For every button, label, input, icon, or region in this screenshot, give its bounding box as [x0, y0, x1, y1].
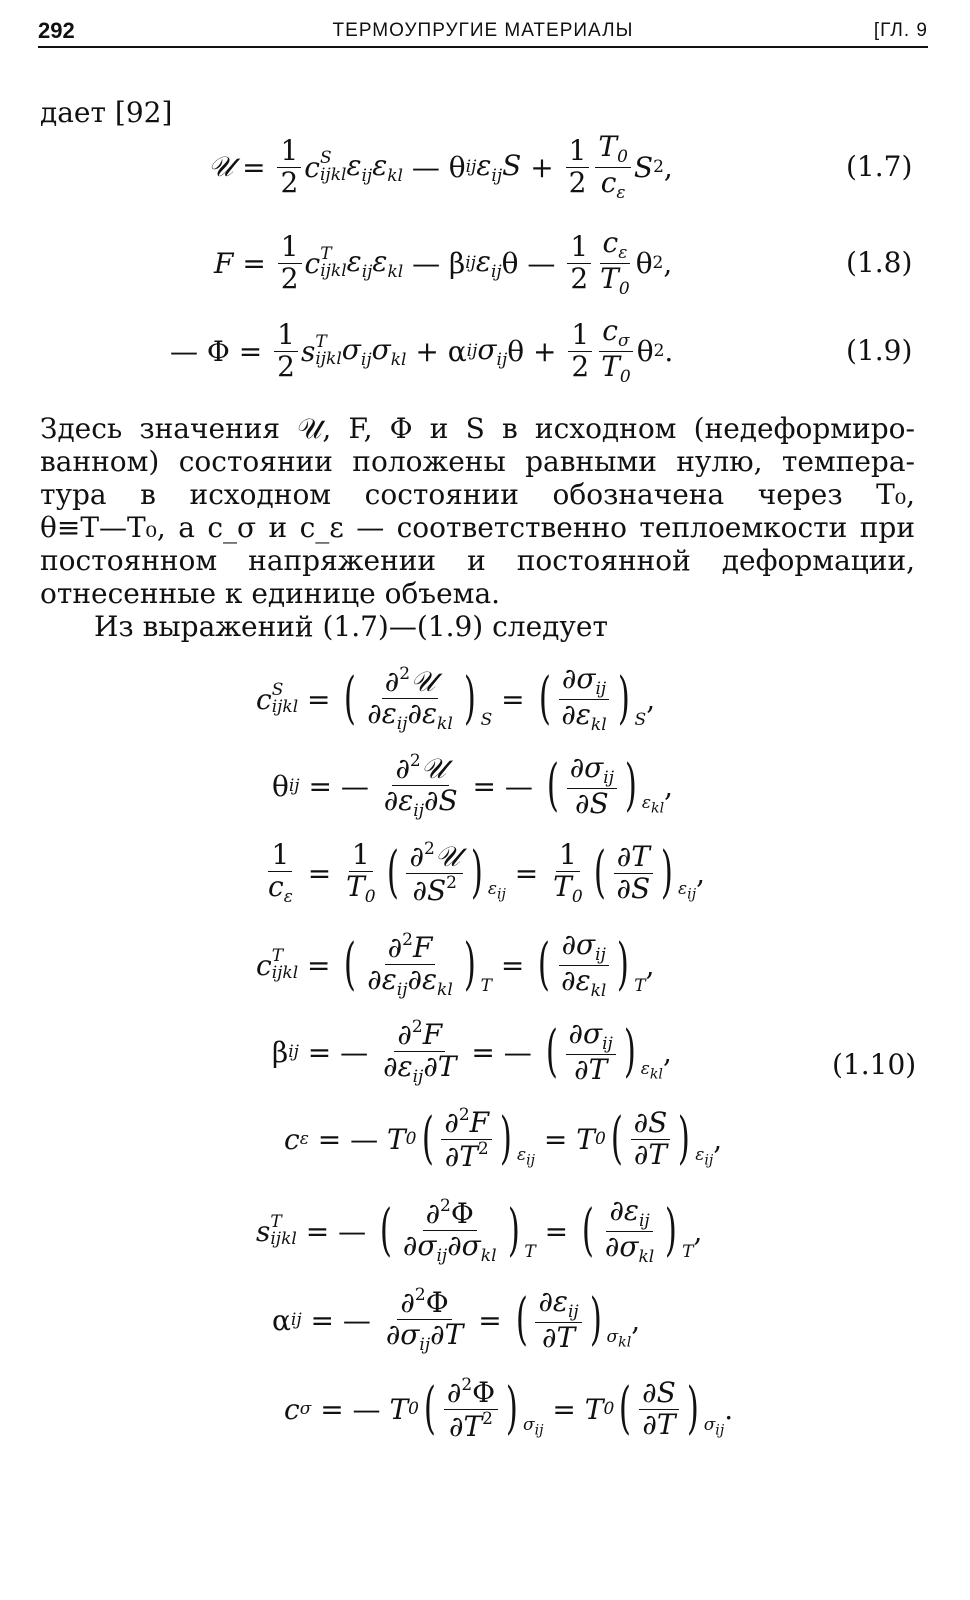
- chapter-label: [ГЛ. 9: [873, 20, 928, 41]
- paragraph-line: ванном) состоянии положены равными нулю, темпера-: [40, 445, 915, 478]
- equation-c-sigma: c σ = — T 0 ( $\frac{\partial^2\Phi}{\partial T^2}$ ) $\sigma_{ij}$ = T 0 ( $\frac{\partial S}{\partial T}$ ) $\sigma_{ij}$ .: [284, 1375, 734, 1443]
- equation-theta-ij: θ ij = — $\frac{\partial^2𝒰}{\partial\varepsilon_{ij}\partial S}$ = — ( $\frac{\partial\sigma_{ij}}{\partial S}$ ) $\varepsilon_{kl}$ ,: [272, 751, 674, 821]
- running-header: [38, 10, 928, 48]
- equation-1-9: — Φ = $\frac{1}{2}$ s T ijkl $\sigma_{ij}\sigma_{kl}$ + α ij $\sigma_{ij}$ θ + $\frac{1}{2}$ $\frac{c_\sigma}{T_0}$ θ 2 .: [170, 314, 674, 387]
- equation-inverse-c-eps: $\frac{1}{c_\varepsilon}$ = $\frac{1}{T_0}$ ( $\frac{\partial^2𝒰}{\partial S^2}$ ) $\varepsilon_{ij}$ = $\frac{1}{T_0}$ ( $\frac{\partial T}{\partial S}$ ) $\varepsilon_{ij}$ ,: [268, 838, 705, 907]
- equation-number-1-10: (1.10): [832, 1048, 917, 1081]
- paragraph-line: отнесенные к единице объема.: [40, 577, 501, 610]
- paragraph-line: Здесь значения 𝒰, F, Φ и S в исходном (недеформиро-: [40, 412, 915, 445]
- page-number: 292: [38, 18, 75, 43]
- equation-number-1-8: (1.8): [846, 246, 913, 279]
- equation-c-t-ijkl: c T ijkl = ( $\frac{\partial^2F}{\partial\varepsilon_{ij}\partial\varepsilon_{kl}}$ ) T = ( $\frac{\partial\sigma_{ij}}{\partial\varepsilon_{kl}}$ ) T ,: [256, 928, 655, 1001]
- equation-number-1-7: (1.7): [846, 150, 913, 183]
- equation-number-1-9: (1.9): [846, 334, 913, 367]
- paragraph-line: постоянном напряжении и постоянной деформации,: [40, 544, 915, 577]
- equation-c-s-ijkl: c S ijkl = ( $\frac{\partial^2𝒰}{\partial\varepsilon_{ij}\partial\varepsilon_{kl}}$ ) S = ( $\frac{\partial\sigma_{ij}}{\partial\varepsilon_{kl}}$ ) S ,: [256, 662, 656, 735]
- paragraph-line: тура в исходном состоянии обозначена через T₀,: [40, 478, 915, 511]
- body-paragraph: [40, 412, 915, 643]
- intro-text: дает [92]: [40, 96, 173, 129]
- running-title: ТЕРМОУПРУГИЕ МАТЕРИАЛЫ: [332, 20, 634, 41]
- equation-1-8: F = $\frac{1}{2}$ c T ijkl $\varepsilon_{ij}\varepsilon_{kl}$ — β ij $\varepsilon_{ij}$ θ — $\frac{1}{2}$ $\frac{c_\varepsilon}{T_0}$ θ 2 ,: [214, 226, 673, 299]
- equation-s-t-ijkl: s T ijkl = — ( $\frac{\partial^2\Phi}{\partial\sigma_{ij}\partial\sigma_{kl}}$ ) T = ( $\frac{\partial\varepsilon_{ij}}{\partial\sigma_{kl}}$ ) T ,: [256, 1194, 703, 1267]
- equation-c-eps: c ε = — T 0 ( $\frac{\partial^2F}{\partial T^2}$ ) $\varepsilon_{ij}$ = T 0 ( $\frac{\partial S}{\partial T}$ ) $\varepsilon_{ij}$ ,: [284, 1105, 723, 1173]
- equation-alpha-ij: α ij = — $\frac{\partial^2\Phi}{\partial\sigma_{ij}\partial T}$ = ( $\frac{\partial\varepsilon_{ij}}{\partial T}$ ) $\sigma_{kl}$ ,: [272, 1285, 641, 1355]
- equation-beta-ij: β ij = — $\frac{\partial^2F}{\partial\varepsilon_{ij}\partial T}$ = — ( $\frac{\partial\sigma_{ij}}{\partial T}$ ) $\varepsilon_{kl}$ ,: [272, 1017, 672, 1087]
- paragraph-line: Из выражений (1.7)—(1.9) следует: [94, 610, 608, 643]
- paragraph-line: θ≡T—T₀, а c_σ и c_ε — соответственно теплоемкости при: [40, 511, 915, 544]
- equation-1-7: 𝒰 = $\frac{1}{2}$ c S ijkl $\varepsilon_{ij}\varepsilon_{kl}$ — θ ij $\varepsilon_{ij}S$ + $\frac{1}{2}$ $\frac{T_0}{c_\varepsilon}$ S 2 ,: [208, 130, 673, 203]
